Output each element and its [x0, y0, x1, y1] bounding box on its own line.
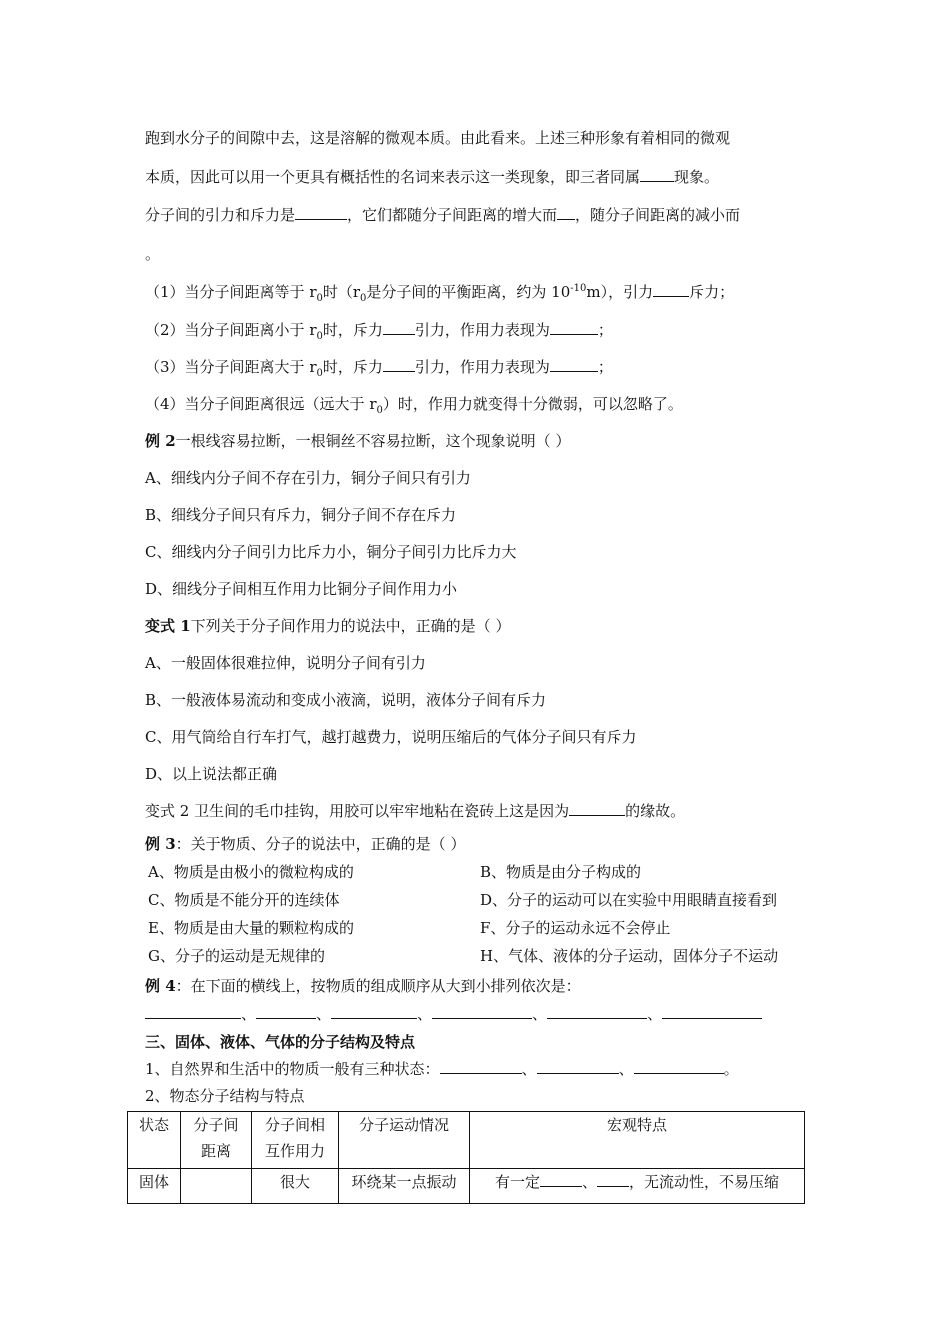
- blank[interactable]: [537, 1059, 619, 1074]
- blank[interactable]: [653, 282, 689, 297]
- variant-2-question: 变式 2 卫生间的毛巾挂钩，用胶可以牢牢地粘在瓷砖上这是因为 的缘故。: [145, 802, 686, 820]
- variant-1-question: 变式 1下列关于分子间作用力的说法中，正确的是（ ）: [145, 617, 511, 635]
- header-macro: 宏观特点: [470, 1112, 805, 1169]
- example-3-option-b[interactable]: B、物质是由分子构成的: [480, 863, 642, 881]
- force-line-end: 。: [145, 245, 161, 263]
- example-3-option-d[interactable]: D、分子的运动可以在实验中用眼睛直接看到: [480, 891, 778, 909]
- blank[interactable]: [256, 1004, 316, 1019]
- blank[interactable]: [295, 205, 347, 220]
- cell-motion: 环绕某一点振动: [339, 1169, 470, 1204]
- blank[interactable]: [383, 320, 415, 335]
- blank[interactable]: [440, 1059, 522, 1074]
- example-3-question: 例 3：关于物质、分子的说法中，正确的是（ ）: [145, 835, 466, 853]
- blank[interactable]: [550, 357, 598, 372]
- section-3-item-1: 1、自然界和生活中的物质一般有三种状态： 、 、 。: [145, 1060, 739, 1078]
- header-state: 状态: [128, 1112, 181, 1169]
- blank[interactable]: [662, 1004, 762, 1019]
- variant-1-option-a[interactable]: A、一般固体很难拉伸，说明分子间有引力: [145, 654, 426, 672]
- cell-distance[interactable]: [181, 1169, 252, 1204]
- case-3: （3）当分子间距离大于 $r_0$时，斥力 引力，作用力表现为 ；: [145, 358, 613, 379]
- blank[interactable]: [640, 167, 674, 182]
- header-force: 分子间相 互作用力: [252, 1112, 339, 1169]
- example-3-option-g[interactable]: G、分子的运动是无规律的: [148, 947, 325, 965]
- example-3-option-h[interactable]: H、气体、液体的分子运动，固体分子不运动: [480, 947, 779, 965]
- intro-line-1: 跑到水分子的间隙中去，这是溶解的微观本质。由此看来。上述三种形象有着相同的微观: [145, 129, 731, 147]
- case-2: （2）当分子间距离小于 $r_0$时，斥力 引力，作用力表现为 ；: [145, 321, 613, 342]
- blank[interactable]: [540, 1172, 582, 1187]
- example-3-option-c[interactable]: C、物质是不能分开的连续体: [148, 891, 340, 909]
- example-2-option-a[interactable]: A、细线内分子间不存在引力，铜分子间只有引力: [145, 469, 471, 487]
- example-3-option-e[interactable]: E、物质是由大量的颗粒构成的: [148, 919, 354, 937]
- variant-1-option-b[interactable]: B、一般液体易流动和变成小液滴，说明，液体分子间有斥力: [145, 691, 547, 709]
- cell-macro: 有一定 、 ，无流动性，不易压缩: [470, 1169, 805, 1204]
- blank[interactable]: [547, 1004, 647, 1019]
- table-header-row: [128, 1112, 805, 1169]
- section-3-title: 三、固体、液体、气体的分子结构及特点: [145, 1033, 416, 1051]
- case-1: （1）当分子间距离等于 $r_0$时（$r_0$是分子间的平衡距离，约为 $10^{-10}m$），引力 斥力；: [145, 283, 735, 304]
- cell-state: 固体: [128, 1169, 181, 1204]
- table-row: [128, 1169, 805, 1204]
- blank[interactable]: [383, 357, 415, 372]
- header-distance: 分子间 距离: [181, 1112, 252, 1169]
- case-4: （4）当分子间距离很远（远大于 $r_0$）时，作用力就变得十分微弱，可以忽略了。: [145, 395, 683, 416]
- blank[interactable]: [569, 801, 625, 816]
- blank[interactable]: [550, 320, 598, 335]
- variant-1-option-d[interactable]: D、以上说法都正确: [145, 765, 278, 783]
- example-2-option-b[interactable]: B、细线分子间只有斥力，铜分子间不存在斥力: [145, 506, 457, 524]
- blank[interactable]: [597, 1172, 629, 1187]
- example-3-option-f[interactable]: F、分子的运动永远不会停止: [480, 919, 671, 937]
- blank[interactable]: [432, 1004, 532, 1019]
- states-table: [127, 1111, 805, 1204]
- example-4-blanks: 、 、 、 、 、: [145, 1004, 762, 1024]
- example-2-option-d[interactable]: D、细线分子间相互作用力比铜分子间作用力小: [145, 580, 458, 598]
- force-line: 分子间的引力和斥力是 ，它们都随分子间距离的增大而 ，随分子间距离的减小而: [145, 206, 741, 224]
- cell-force: 很大: [252, 1169, 339, 1204]
- example-4-question: 例 4：在下面的横线上，按物质的组成顺序从大到小排列依次是：: [145, 977, 581, 995]
- intro-line-2: 本质，因此可以用一个更具有概括性的名词来表示这一类现象，即三者同属 现象。: [145, 168, 720, 186]
- example-2-question: 例 2一根线容易拉断，一根铜丝不容易拉断，这个现象说明（ ）: [145, 432, 571, 450]
- example-2-option-c[interactable]: C、细线内分子间引力比斥力小，铜分子间引力比斥力大: [145, 543, 517, 561]
- header-motion: 分子运动情况: [339, 1112, 470, 1169]
- section-3-item-2: 2、物态分子结构与特点: [145, 1087, 305, 1105]
- blank[interactable]: [634, 1059, 724, 1074]
- example-3-option-a[interactable]: A、物质是由极小的微粒构成的: [148, 863, 354, 881]
- blank[interactable]: [557, 205, 575, 220]
- blank[interactable]: [331, 1004, 417, 1019]
- blank[interactable]: [145, 1004, 241, 1019]
- variant-1-option-c[interactable]: C、用气筒给自行车打气，越打越费力，说明压缩后的气体分子间只有斥力: [145, 728, 637, 746]
